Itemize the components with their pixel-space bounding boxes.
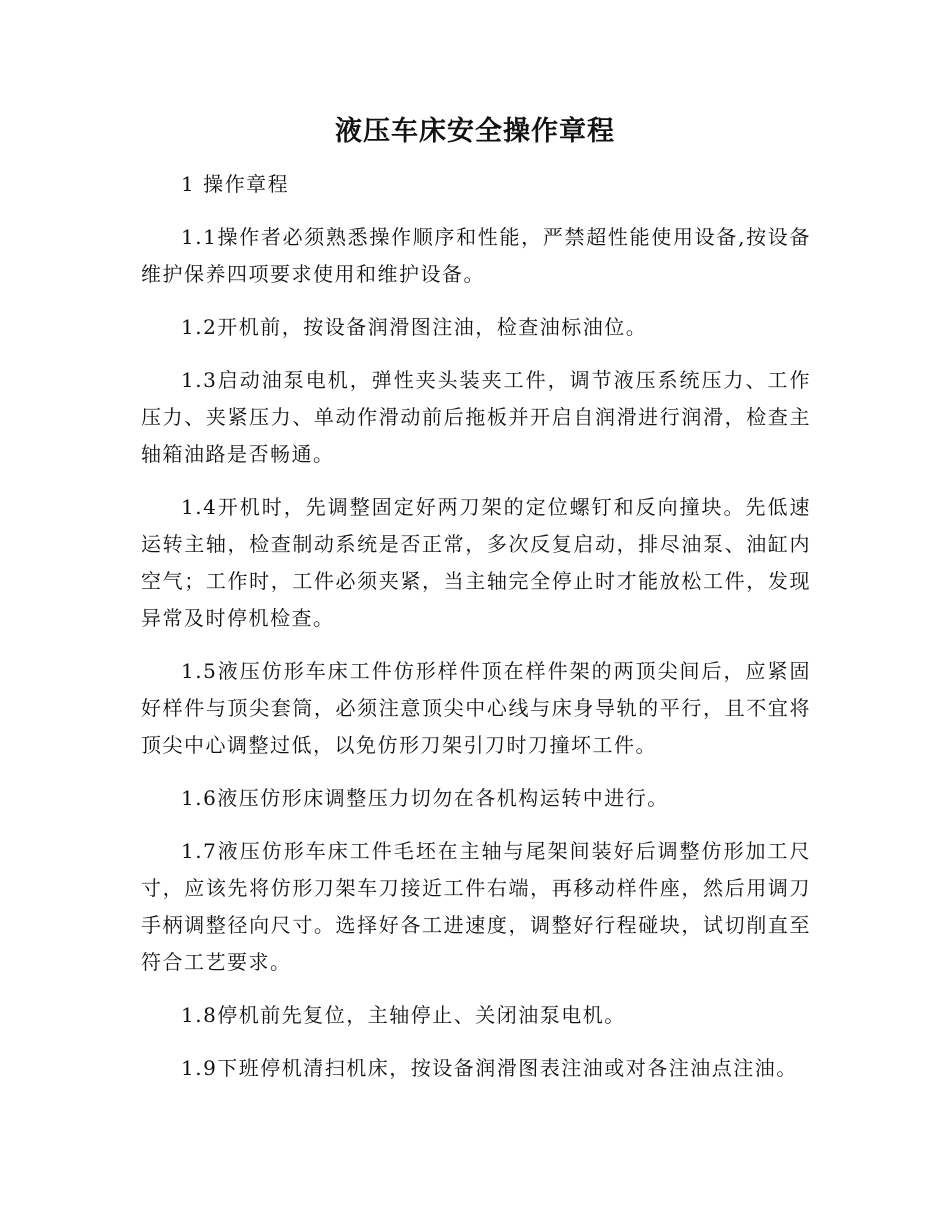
- paragraph-1-1: 1.1操作者必须熟悉操作顺序和性能，严禁超性能使用设备,按设备维护保养四项要求使用和维护设备。: [141, 225, 811, 286]
- paragraph-1-7: 1.7液压仿形车床工件毛坯在主轴与尾架间装好后调整仿形加工尺寸，应该先将仿形刀架车刀接近工件右端，再移动样件座，然后用调刀手柄调整径向尺寸。选择好各工进速度，调整好行程碰块，试切削直至符合工艺要求。: [141, 839, 811, 974]
- document-title: 液压车床安全操作章程: [335, 116, 615, 147]
- paragraph-1-8: 1.8停机前先复位，主轴停止、关闭油泵电机。: [181, 1003, 626, 1027]
- document-body: [141, 166, 811, 1103]
- paragraph-1-9: 1.9下班停机清扫机床，按设备润滑图表注油或对各注油点注油。: [181, 1056, 798, 1080]
- paragraph-1-2: 1.2开机前，按设备润滑图注油，检查油标油位。: [181, 315, 648, 339]
- paragraph-1-6: 1.6液压仿形床调整压力切勿在各机构运转中进行。: [181, 786, 669, 810]
- section-heading: 1 操作章程: [181, 172, 290, 196]
- paragraph-1-5: 1.5液压仿形车床工件仿形样件顶在样件架的两顶尖间后，应紧固好样件与顶尖套筒，必须注意顶尖中心线与床身导轨的平行，且不宜将顶尖中心调整过低，以免仿形刀架引刀时刀撞坏工件。: [141, 659, 811, 757]
- paragraph-1-4: 1.4开机时，先调整固定好两刀架的定位螺钉和反向撞块。先低速运转主轴，检查制动系统是否正常，多次反复启动，排尽油泵、油缸内空气；工作时，工件必须夹紧，当主轴完全停止时才能放松工件，发现异常及时停机检查。: [141, 495, 811, 630]
- paragraph-1-3: 1.3启动油泵电机，弹性夹头装夹工件，调节液压系统压力、工作压力、夹紧压力、单动作滑动前后拖板并开启自润滑进行润滑，检查主轴箱油路是否畅通。: [141, 368, 811, 466]
